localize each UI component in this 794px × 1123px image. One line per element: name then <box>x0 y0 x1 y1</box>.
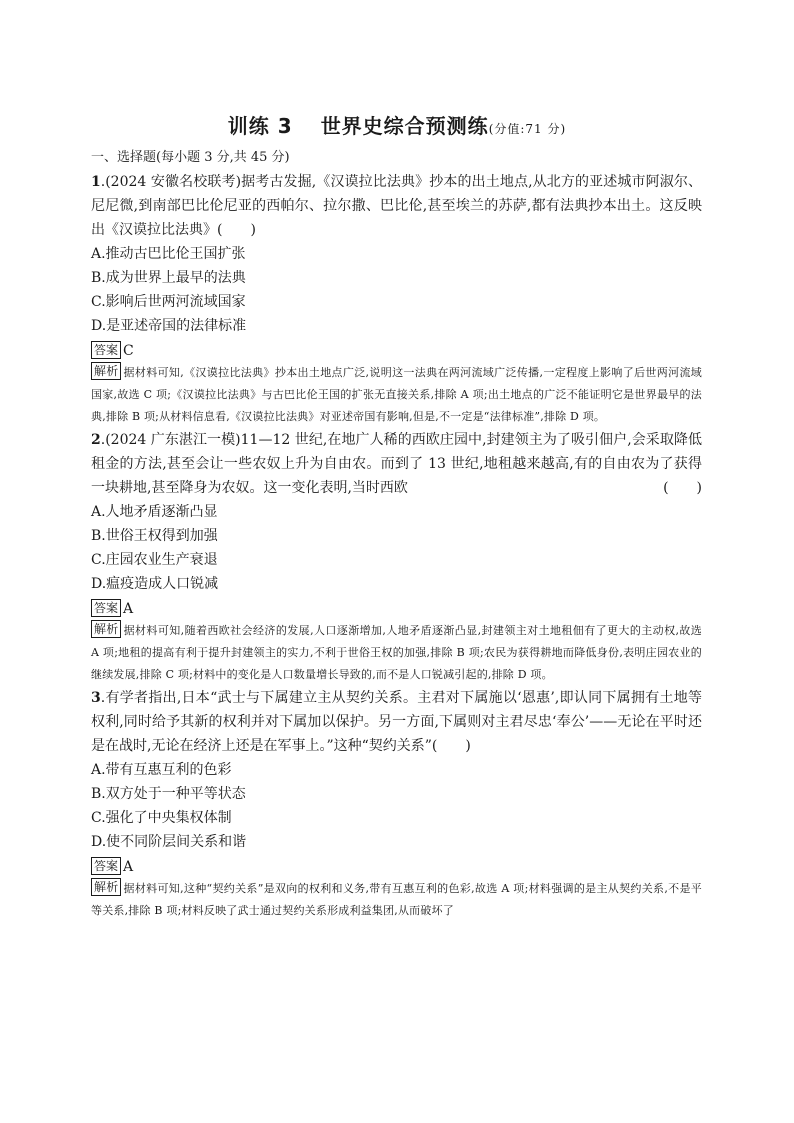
option-b: B.双方处于一种平等状态 <box>91 786 246 802</box>
question-text: .有学者指出,日本“武士与下属建立主从契约关系。主君对下属施以‘恩惠’,即认同下属拥有土地等权利,同时给予其新的权利并对下属加以保护。另一方面,下属则对主君尽忠‘奉公’——无论在平时还是在战时,无论在经济上还是在军事上。”这种“契约关系”( ) <box>91 690 702 754</box>
option-a: A.带有互惠互利的色彩 <box>91 762 232 778</box>
explain-tag: 解析 <box>91 620 121 638</box>
page-title <box>0 110 794 139</box>
option-d: D.是亚述帝国的法律标准 <box>91 318 247 334</box>
option-d: D.瘟疫造成人口锐减 <box>91 576 219 592</box>
option-b: B.成为世界上最早的法典 <box>91 270 246 286</box>
explain-tag: 解析 <box>91 878 121 896</box>
answer-tag: 答案 <box>91 857 121 875</box>
answer-value: A <box>123 859 134 875</box>
question-number: 1 <box>91 174 101 190</box>
option-a: A.人地矛盾逐渐凸显 <box>91 504 218 520</box>
question-number: 2 <box>91 432 101 448</box>
title-main: 训练 3 <box>227 114 293 138</box>
question-3 <box>91 686 702 922</box>
answer-blank: ( ) <box>663 480 702 496</box>
explanation <box>91 878 702 922</box>
explanation <box>91 362 702 428</box>
option-c: C.庄园农业生产衰退 <box>91 552 218 568</box>
explanation-text: 据材料可知,随着西欧社会经济的发展,人口逐渐增加,人地矛盾逐渐凸显,封建领主对土地租佃有了更大的主动权,故选 A 项;地租的提高有利于提升封建领主的实力,不利于世俗王权的加强,排除 B 项;农民为获得耕地而降低身份,表明庄园农业的继续发展,排除 C 项;材料中的变化是人口数量增长导致的,而不是人口锐减引起的,排除 D 项。 <box>91 624 702 681</box>
question-2 <box>91 428 702 686</box>
answer-value: A <box>123 601 134 617</box>
question-stem <box>91 686 702 758</box>
content-body <box>91 148 702 922</box>
answer-row <box>91 598 702 620</box>
option-a: A.推动古巴比伦王国扩张 <box>91 246 246 262</box>
answer-tag: 答案 <box>91 341 121 359</box>
explanation-text: 据材料可知,这种“契约关系”是双向的权利和义务,带有互惠互利的色彩,故选 A 项;材料强调的是主从契约关系,不是平等关系,排除 B 项;材料反映了武士通过契约关系形成利益集团,从而破坏了 <box>91 882 702 917</box>
title-sub: 世界史综合预测练 <box>320 114 489 138</box>
section-heading: 一、选择题(每小题 3 分,共 45 分) <box>91 150 290 165</box>
question-1 <box>91 170 702 428</box>
question-text: .(2024 安徽名校联考)据考古发掘,《汉谟拉比法典》抄本的出土地点,从北方的亚述城市阿淑尔、尼尼微,到南部巴比伦尼亚的西帕尔、拉尔撒、巴比伦,甚至埃兰的苏萨,都有法典抄本出土。这反映出《汉谟拉比法典》( ) <box>91 174 702 238</box>
title-score: (分值:71 分) <box>488 122 567 136</box>
answer-row <box>91 856 702 878</box>
answer-tag: 答案 <box>91 599 121 617</box>
question-stem <box>91 170 702 242</box>
question-text: .(2024 广东湛江一模)11—12 世纪,在地广人稀的西欧庄园中,封建领主为了吸引佃户,会采取降低租金的方法,甚至会让一些农奴上升为自由农。而到了 13 世纪,地租越来越高,有的自由农为了获得一块耕地,甚至降身为农奴。这一变化表明,当时西欧 <box>91 432 702 496</box>
answer-row <box>91 340 702 362</box>
question-number: 3 <box>91 690 101 706</box>
option-c: C.影响后世两河流域国家 <box>91 294 246 310</box>
explain-tag: 解析 <box>91 362 121 380</box>
option-d: D.使不同阶层间关系和谐 <box>91 834 247 850</box>
explanation-text: 据材料可知,《汉谟拉比法典》抄本出土地点广泛,说明这一法典在两河流域广泛传播,一定程度上影响了后世两河流域国家,故选 C 项;《汉谟拉比法典》与古巴比伦王国的扩张无直接关系,排除 A 项;出土地点的广泛不能证明它是世界最早的法典,排除 B 项;从材料信息看,《汉谟拉比法典》对亚述帝国有影响,但是,不一定是“法律标准”,排除 D 项。 <box>91 366 702 423</box>
option-c: C.强化了中央集权体制 <box>91 810 232 826</box>
explanation <box>91 620 702 686</box>
option-b: B.世俗王权得到加强 <box>91 528 218 544</box>
answer-value: C <box>123 343 134 359</box>
question-stem <box>91 428 702 500</box>
